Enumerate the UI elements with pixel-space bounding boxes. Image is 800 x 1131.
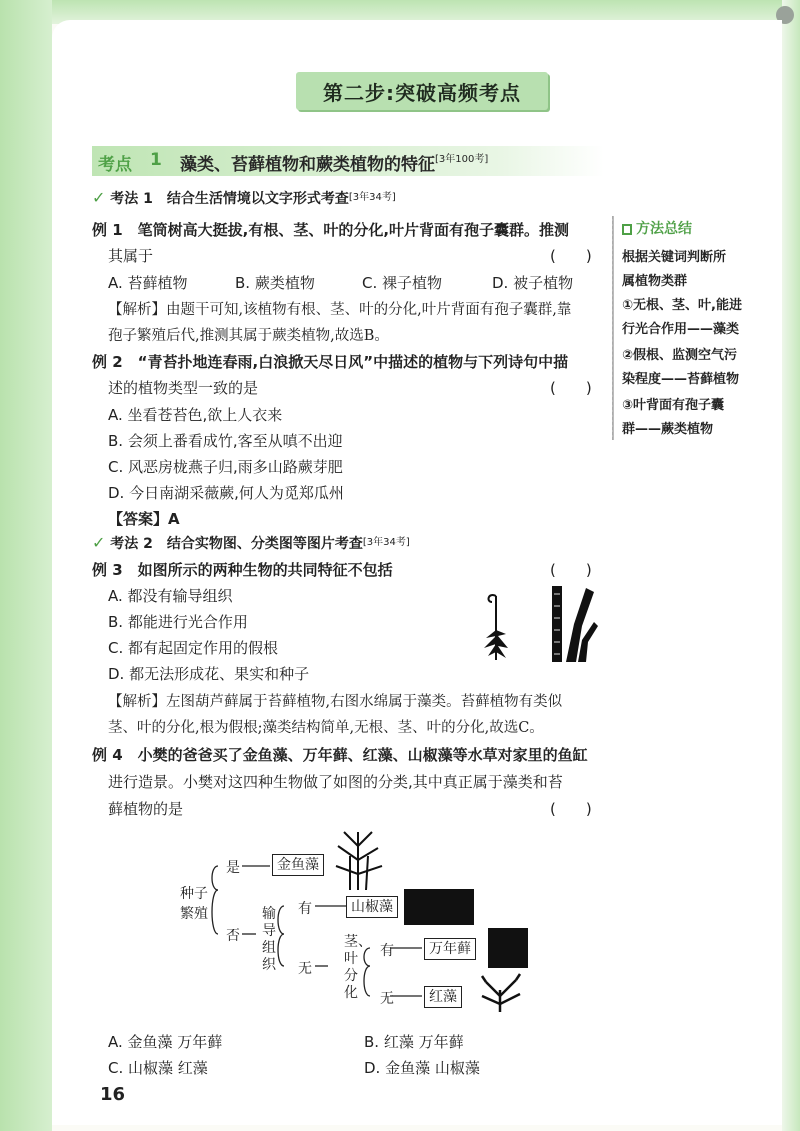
spirogyra-illustration [548,584,598,664]
side-title [622,218,692,238]
moss-illustration [478,590,512,668]
page-number: 16 [100,1084,126,1105]
diagram-jingye-label [344,934,372,1002]
shudao-4: 织 [262,957,276,973]
example-4-option-a: A. 金鱼藻 万年藓 [108,1033,223,1051]
right-border [782,0,800,1131]
example-3-option-b: B. 都能进行光合作用 [108,613,248,631]
diagram-shudao-label [262,906,276,974]
jinyuzao-image [330,826,386,892]
diagram-yes: 是 [226,860,240,876]
topic-label: 考点 [98,155,132,175]
example-3-option-a: A. 都没有输导组织 [108,587,233,605]
example-4-line-1: 例 4 小樊的爸爸买了金鱼藻、万年藓、红藻、山椒藻等水草对家里的鱼缸 [92,746,588,764]
diagram-none-2: 无 [380,991,394,1007]
jingye-3: 分 [344,968,358,984]
side-line-2: 属植物类群 [622,274,688,289]
topic-number: 1 [150,150,162,170]
hongzao-image [476,970,524,1014]
example-4-option-c: C. 山椒藻 红藻 [108,1059,208,1077]
topic-title [180,150,488,175]
side-line-3: ①无根、茎、叶,能进 [622,298,742,313]
book-icon [622,224,632,235]
example-2-option-c: C. 风恶房栊燕子归,雨多山路蕨芽肥 [108,458,343,476]
example-2-line-2: 述的植物类型一致的是 [108,379,259,397]
side-line-5: ②假根、监测空气污 [622,348,738,363]
method-2-heading [92,533,410,553]
example-2-answer-blank: ( ) [550,379,592,397]
shudao-3: 组 [262,940,276,956]
example-4-option-d: D. 金鱼藻 山椒藻 [364,1059,480,1077]
topic-tag: [3年100考] [435,154,489,165]
shudao-2: 导 [262,923,276,939]
wannianxian-image [488,928,528,968]
example-4-option-b: B. 红藻 万年藓 [364,1033,464,1051]
left-border [0,0,52,1131]
method-2-title: 考法 2 结合实物图、分类图等图片考查 [110,536,363,552]
jingye-2: 叶 [344,951,358,967]
method-1-title: 考法 1 结合生活情境以文字形式考查 [110,191,349,207]
diagram-has-2: 有 [380,943,394,959]
side-title-text: 方法总结 [636,221,692,237]
example-3-answer-blank: ( ) [550,561,592,579]
box-jinyuzao: 金鱼藻 [272,854,324,876]
example-3-option-d: D. 都无法形成花、果实和种子 [108,665,310,683]
box-shanjiaozao: 山椒藻 [346,896,398,918]
example-1-option-a: A. 苔藓植物 [108,274,188,292]
diagram-has-1: 有 [298,901,312,917]
example-1-analysis-1: 【解析】由题干可知,该植物有根、茎、叶的分化,叶片背面有孢子囊群,靠 [108,302,572,318]
example-3-analysis-2: 茎、叶的分化,根为假根;藻类结构简单,无根、茎、叶的分化,故选C。 [108,720,544,736]
side-line-7: ③叶背面有孢子囊 [622,398,725,413]
diagram-root-1: 种子 [180,886,208,902]
example-3-line-1: 例 3 如图所示的两种生物的共同特征不包括 [92,561,393,579]
example-4-answer-blank: ( ) [550,800,592,818]
example-1-answer-blank: ( ) [550,247,592,265]
side-line-8: 群——蕨类植物 [622,422,714,437]
example-1-option-d: D. 被子植物 [492,274,574,292]
diagram-root-2: 繁殖 [180,906,208,922]
example-4-line-3: 藓植物的是 [108,800,184,818]
example-1-option-b: B. 蕨类植物 [235,274,315,292]
check-icon-2: ✓ [92,533,106,552]
side-line-1: 根据关键词判断所 [622,250,727,265]
side-line-4: 行光合作用——藻类 [622,322,740,337]
check-icon: ✓ [92,188,106,207]
method-2-tag: [3年34考] [362,537,410,548]
box-hongzao: 红藻 [424,986,462,1008]
jingye-4: 化 [344,985,358,1001]
example-2-option-a: A. 坐看苍苔色,欲上人衣来 [108,406,283,424]
example-1-analysis-2: 孢子繁殖后代,推测其属于蕨类植物,故选B。 [108,328,389,344]
example-1-option-c: C. 裸子植物 [362,274,443,292]
method-1-heading [92,188,396,208]
example-1-line-1: 例 1 笔筒树高大挺拔,有根、茎、叶的分化,叶片背面有孢子囊群。推测 [92,221,570,239]
shanjiaozao-image [404,889,474,925]
section-banner: 第二步:突破高频考点 [296,72,548,110]
example-2-line-1: 例 2 “青苔扑地连春雨,白浪掀天尽日风”中描述的植物与下列诗句中描 [92,353,569,371]
example-2-option-b: B. 会须上番看成竹,客至从嗔不出迎 [108,432,343,450]
example-2-option-d: D. 今日南湖采薇蕨,何人为觅郑瓜州 [108,484,344,502]
method-1-tag: [3年34考] [348,192,396,203]
shudao-1: 输 [262,906,276,922]
example-3-analysis-1: 【解析】左图葫芦藓属于苔藓植物,右图水绵属于藻类。苔藓植物有类似 [108,694,563,710]
diagram-none-1: 无 [298,961,312,977]
example-1-line-2: 其属于 [108,247,154,265]
side-divider [612,216,614,440]
example-4-line-2: 进行造景。小樊对这四种生物做了如图的分类,其中真正属于藻类和苔 [108,773,563,791]
example-2-answer: 【答案】A [108,510,180,528]
diagram-no: 否 [226,928,240,944]
side-line-6: 染程度——苔藓植物 [622,372,740,387]
topic-title-text: 藻类、苔藓植物和蕨类植物的特征 [180,155,435,175]
example-3-option-c: C. 都有起固定作用的假根 [108,639,279,657]
jingye-1: 茎、 [344,934,372,950]
box-wannianxian: 万年藓 [424,938,476,960]
